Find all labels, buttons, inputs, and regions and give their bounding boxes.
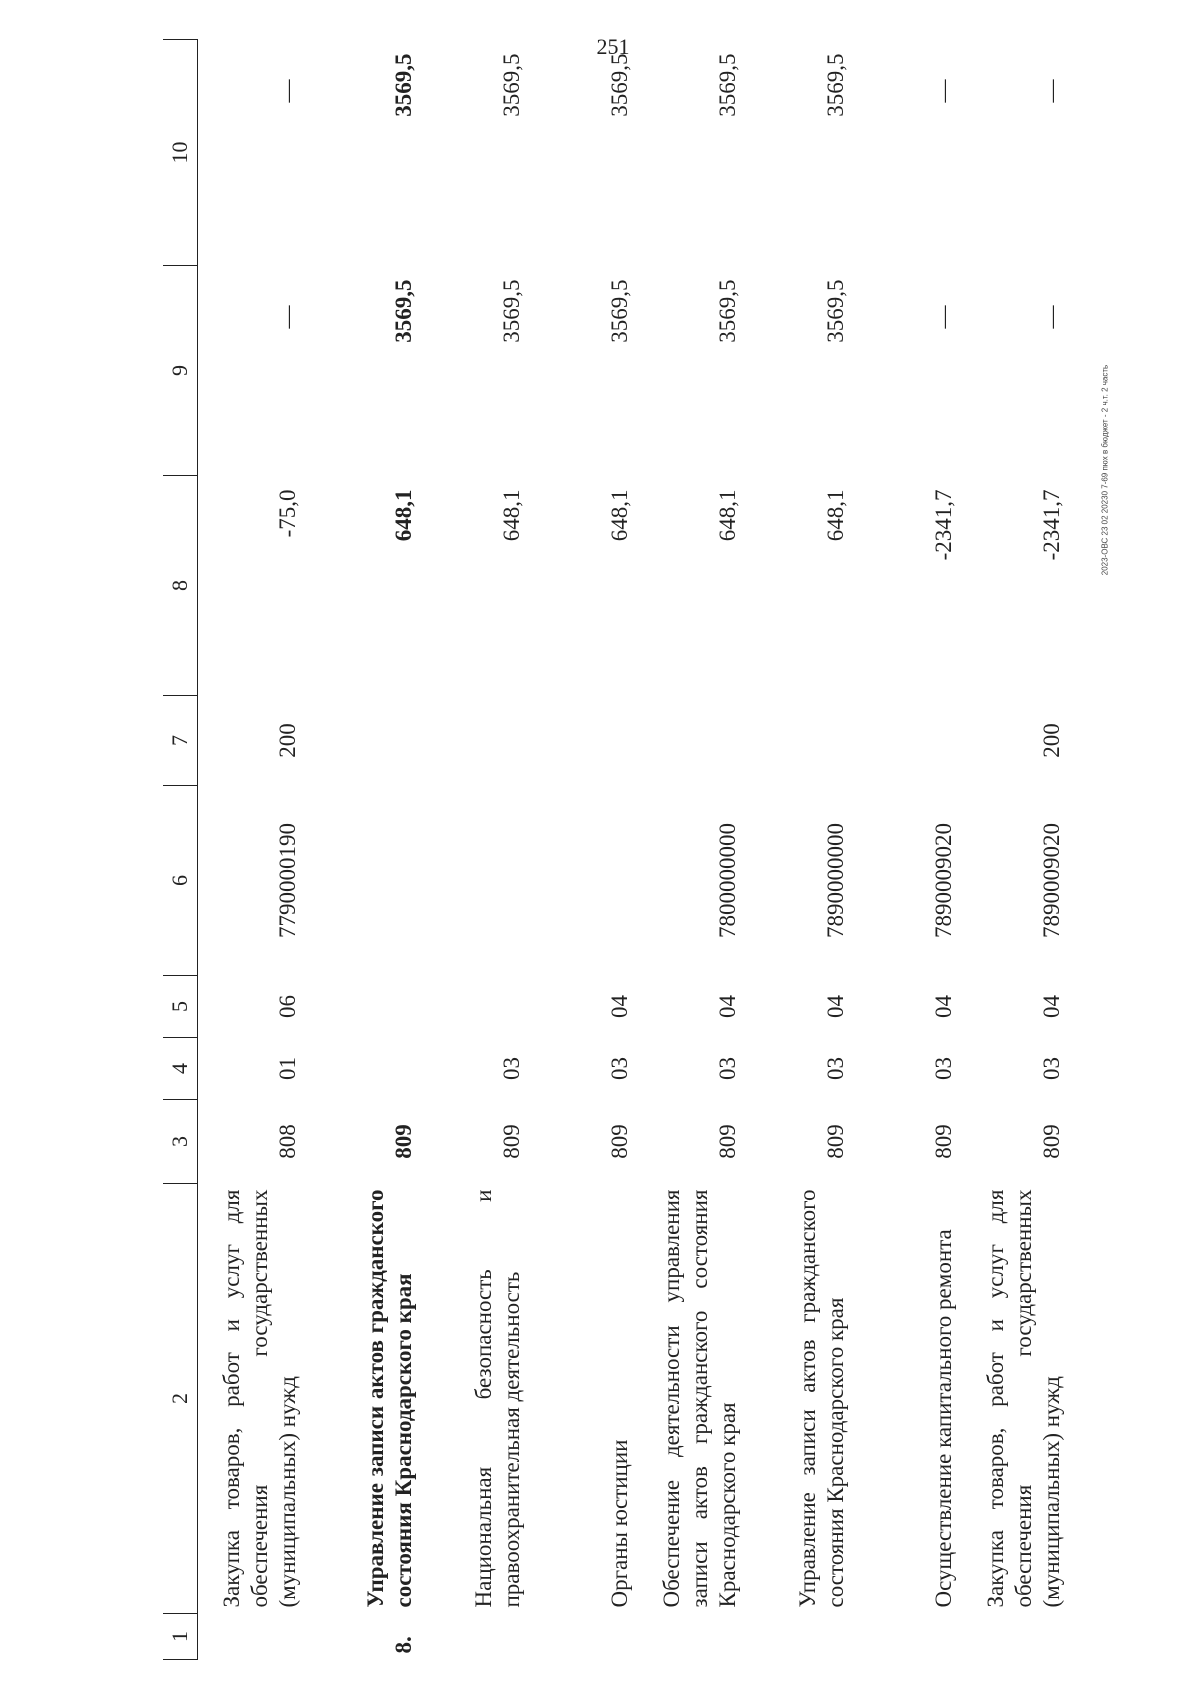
code-section <box>308 1038 424 1100</box>
row-name: Обеспечение деятельности управления записи актов гражданского состояния Краснодарского края <box>658 1189 740 1608</box>
code-ministry: 809 <box>714 1124 740 1159</box>
code-subsection: 04 <box>822 995 848 1018</box>
value-col-10: — <box>1038 79 1064 103</box>
row-number: 8. <box>390 1636 416 1654</box>
value-col-10: — <box>274 79 300 103</box>
value-col-10: 3569,5 <box>606 53 632 117</box>
code-ministry: 809 <box>606 1124 632 1159</box>
code-ministry: 808 <box>274 1124 300 1159</box>
code-subsection <box>308 976 424 1038</box>
code-target-article <box>424 786 532 976</box>
value-col-10: 3569,5 <box>822 53 848 117</box>
code-subsection <box>424 976 532 1038</box>
code-target-article: 7790000190 <box>274 823 300 938</box>
code-target-article: 7890009020 <box>1038 823 1064 938</box>
code-expense-type <box>856 696 964 786</box>
row-number <box>532 1614 640 1660</box>
code-expense-type: 200 <box>1038 723 1064 758</box>
value-change: -2341,7 <box>930 489 956 561</box>
code-target-article: 7890009020 <box>930 823 956 938</box>
page-number: 251 <box>596 34 630 59</box>
value-change: 648,1 <box>390 489 416 542</box>
value-col-9: 3569,5 <box>390 279 416 343</box>
code-ministry: 809 <box>390 1124 416 1159</box>
header-col-9: 9 <box>163 266 198 476</box>
table-row <box>964 40 1072 1660</box>
row-name: Управление записи актов гражданского состояния Краснодарского края <box>794 1189 848 1608</box>
value-col-10: 3569,5 <box>714 53 740 117</box>
value-col-9: 3569,5 <box>714 279 740 343</box>
table-row <box>532 40 640 1660</box>
header-row <box>163 40 198 1660</box>
value-change: -75,0 <box>274 489 300 538</box>
code-subsection: 04 <box>930 995 956 1018</box>
row-name: Закупка товаров, работ и услуг для обеспечения государственных (муниципальных) нужд <box>982 1189 1064 1608</box>
code-subsection: 06 <box>274 995 300 1018</box>
header-col-4: 4 <box>163 1038 198 1100</box>
code-target-article <box>532 786 640 976</box>
code-section: 01 <box>274 1057 300 1080</box>
value-col-9: 3569,5 <box>498 279 524 343</box>
code-expense-type <box>532 696 640 786</box>
code-expense-type <box>748 696 856 786</box>
value-col-9: — <box>274 305 300 329</box>
value-col-10: 3569,5 <box>498 53 524 117</box>
code-expense-type <box>640 696 748 786</box>
header-col-7: 7 <box>163 696 198 786</box>
footer-document-code: 2023-ОВС 23 02 20230 7-69 пюх в бюджет - 2 ч.т. 2 часть <box>1100 364 1110 576</box>
code-section: 03 <box>930 1057 956 1080</box>
code-ministry: 809 <box>822 1124 848 1159</box>
header-col-6: 6 <box>163 786 198 976</box>
row-number <box>856 1614 964 1660</box>
header-col-8: 8 <box>163 476 198 696</box>
row-name: Закупка товаров, работ и услуг для обеспечения государственных (муниципальных) нужд <box>218 1189 300 1608</box>
code-ministry: 809 <box>930 1124 956 1159</box>
value-change: 648,1 <box>714 489 740 542</box>
value-change: 648,1 <box>498 489 524 542</box>
value-col-9: — <box>1038 305 1064 329</box>
code-section: 03 <box>822 1057 848 1080</box>
value-col-10: — <box>930 79 956 103</box>
code-expense-type <box>308 696 424 786</box>
row-number <box>640 1614 748 1660</box>
code-target-article <box>308 786 424 976</box>
code-subsection: 04 <box>606 995 632 1018</box>
code-target-article: 7800000000 <box>714 823 740 938</box>
value-col-9: 3569,5 <box>822 279 848 343</box>
code-target-article: 7890000000 <box>822 823 848 938</box>
value-col-10: 3569,5 <box>390 53 416 117</box>
code-expense-type: 200 <box>274 723 300 758</box>
budget-table <box>163 39 1072 1660</box>
table-row <box>640 40 748 1660</box>
row-name: Осуществление капитального ремонта <box>930 1229 956 1608</box>
code-ministry: 809 <box>498 1124 524 1159</box>
value-change: -2341,7 <box>1038 489 1064 561</box>
row-number <box>424 1614 532 1660</box>
header-col-3: 3 <box>163 1100 198 1184</box>
header-col-10: 10 <box>163 40 198 266</box>
value-col-9: — <box>930 305 956 329</box>
table-row <box>198 40 309 1660</box>
code-section: 03 <box>1038 1057 1064 1080</box>
code-subsection: 04 <box>1038 995 1064 1018</box>
row-number <box>964 1614 1072 1660</box>
rotated-table-wrapper <box>163 40 1064 1660</box>
header-col-5: 5 <box>163 976 198 1038</box>
table-row <box>424 40 532 1660</box>
value-change: 648,1 <box>606 489 632 542</box>
code-section: 03 <box>606 1057 632 1080</box>
code-subsection: 04 <box>714 995 740 1018</box>
code-section: 03 <box>714 1057 740 1080</box>
value-change: 648,1 <box>822 489 848 542</box>
code-section: 03 <box>498 1057 524 1080</box>
row-number <box>198 1614 309 1660</box>
code-expense-type <box>424 696 532 786</box>
row-name: Национальная безопасность и правоохранительная деятельность <box>470 1189 524 1608</box>
row-number <box>748 1614 856 1660</box>
code-ministry: 809 <box>1038 1124 1064 1159</box>
table-row <box>308 40 424 1660</box>
row-name: Управление записи актов гражданского состояния Краснодарского края <box>362 1189 416 1608</box>
table-row <box>748 40 856 1660</box>
header-col-1: 1 <box>163 1614 198 1660</box>
value-col-9: 3569,5 <box>606 279 632 343</box>
table-row <box>856 40 964 1660</box>
row-name: Органы юстиции <box>606 1439 632 1608</box>
header-col-2: 2 <box>163 1184 198 1614</box>
